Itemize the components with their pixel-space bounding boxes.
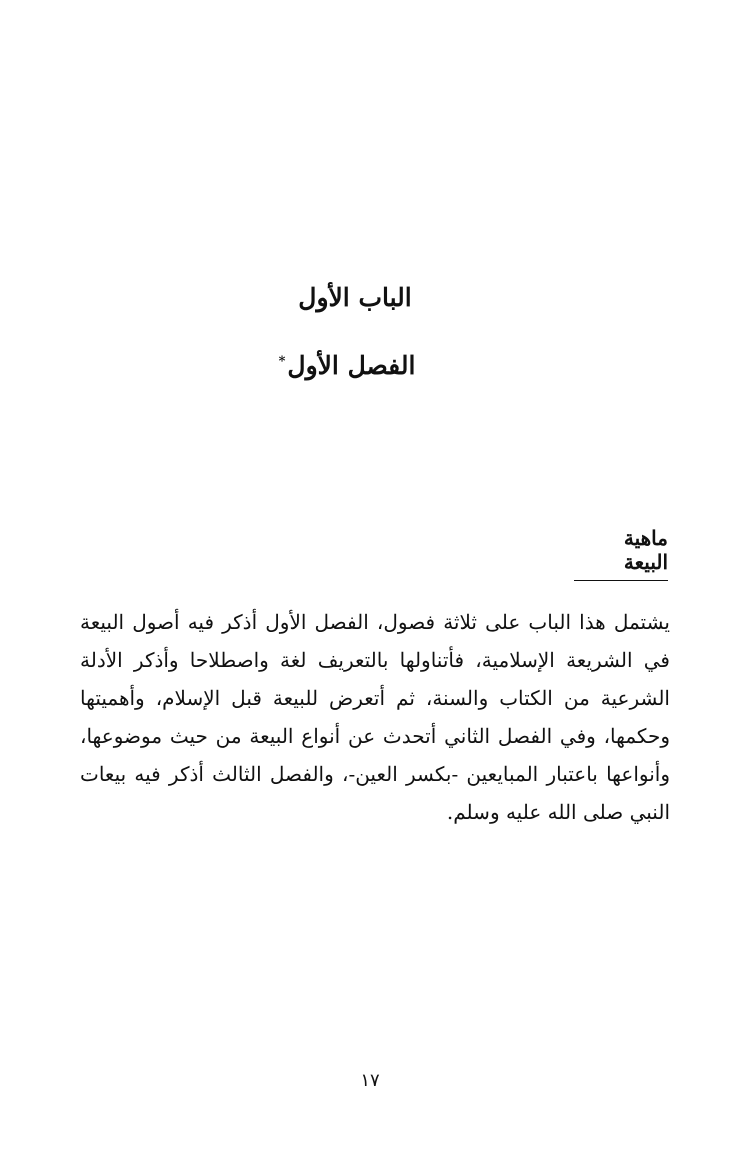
page-number: ١٧ (360, 1070, 380, 1091)
chapter-title (0, 351, 722, 380)
section-heading: ماهية البيعة (574, 526, 668, 581)
body-paragraph: يشتمل هذا الباب على ثلاثة فصول، الفصل الأول أذكر فيه أصول البيعة في الشريعة الإسلامية، فأتناولها بالتعريف لغة واصطلاحا وأذكر الأدلة الشرعية من الكتاب والسنة، ثم أتعرض للبيعة قبل الإسلام، وأهميتها وحكمها، وفي الفصل الثاني أتحدث عن أنواع البيعة من حيث موضوعها، وأنواعها باعتبار المبايعين -بكسر العين-، والفصل الثالث أذكر فيه بيعات النبي صلى الله عليه وسلم. (80, 610, 670, 824)
chapter-title-text: الفصل الأول (287, 351, 416, 380)
footnote-marker: * (278, 353, 286, 369)
part-title: الباب الأول (298, 283, 412, 312)
